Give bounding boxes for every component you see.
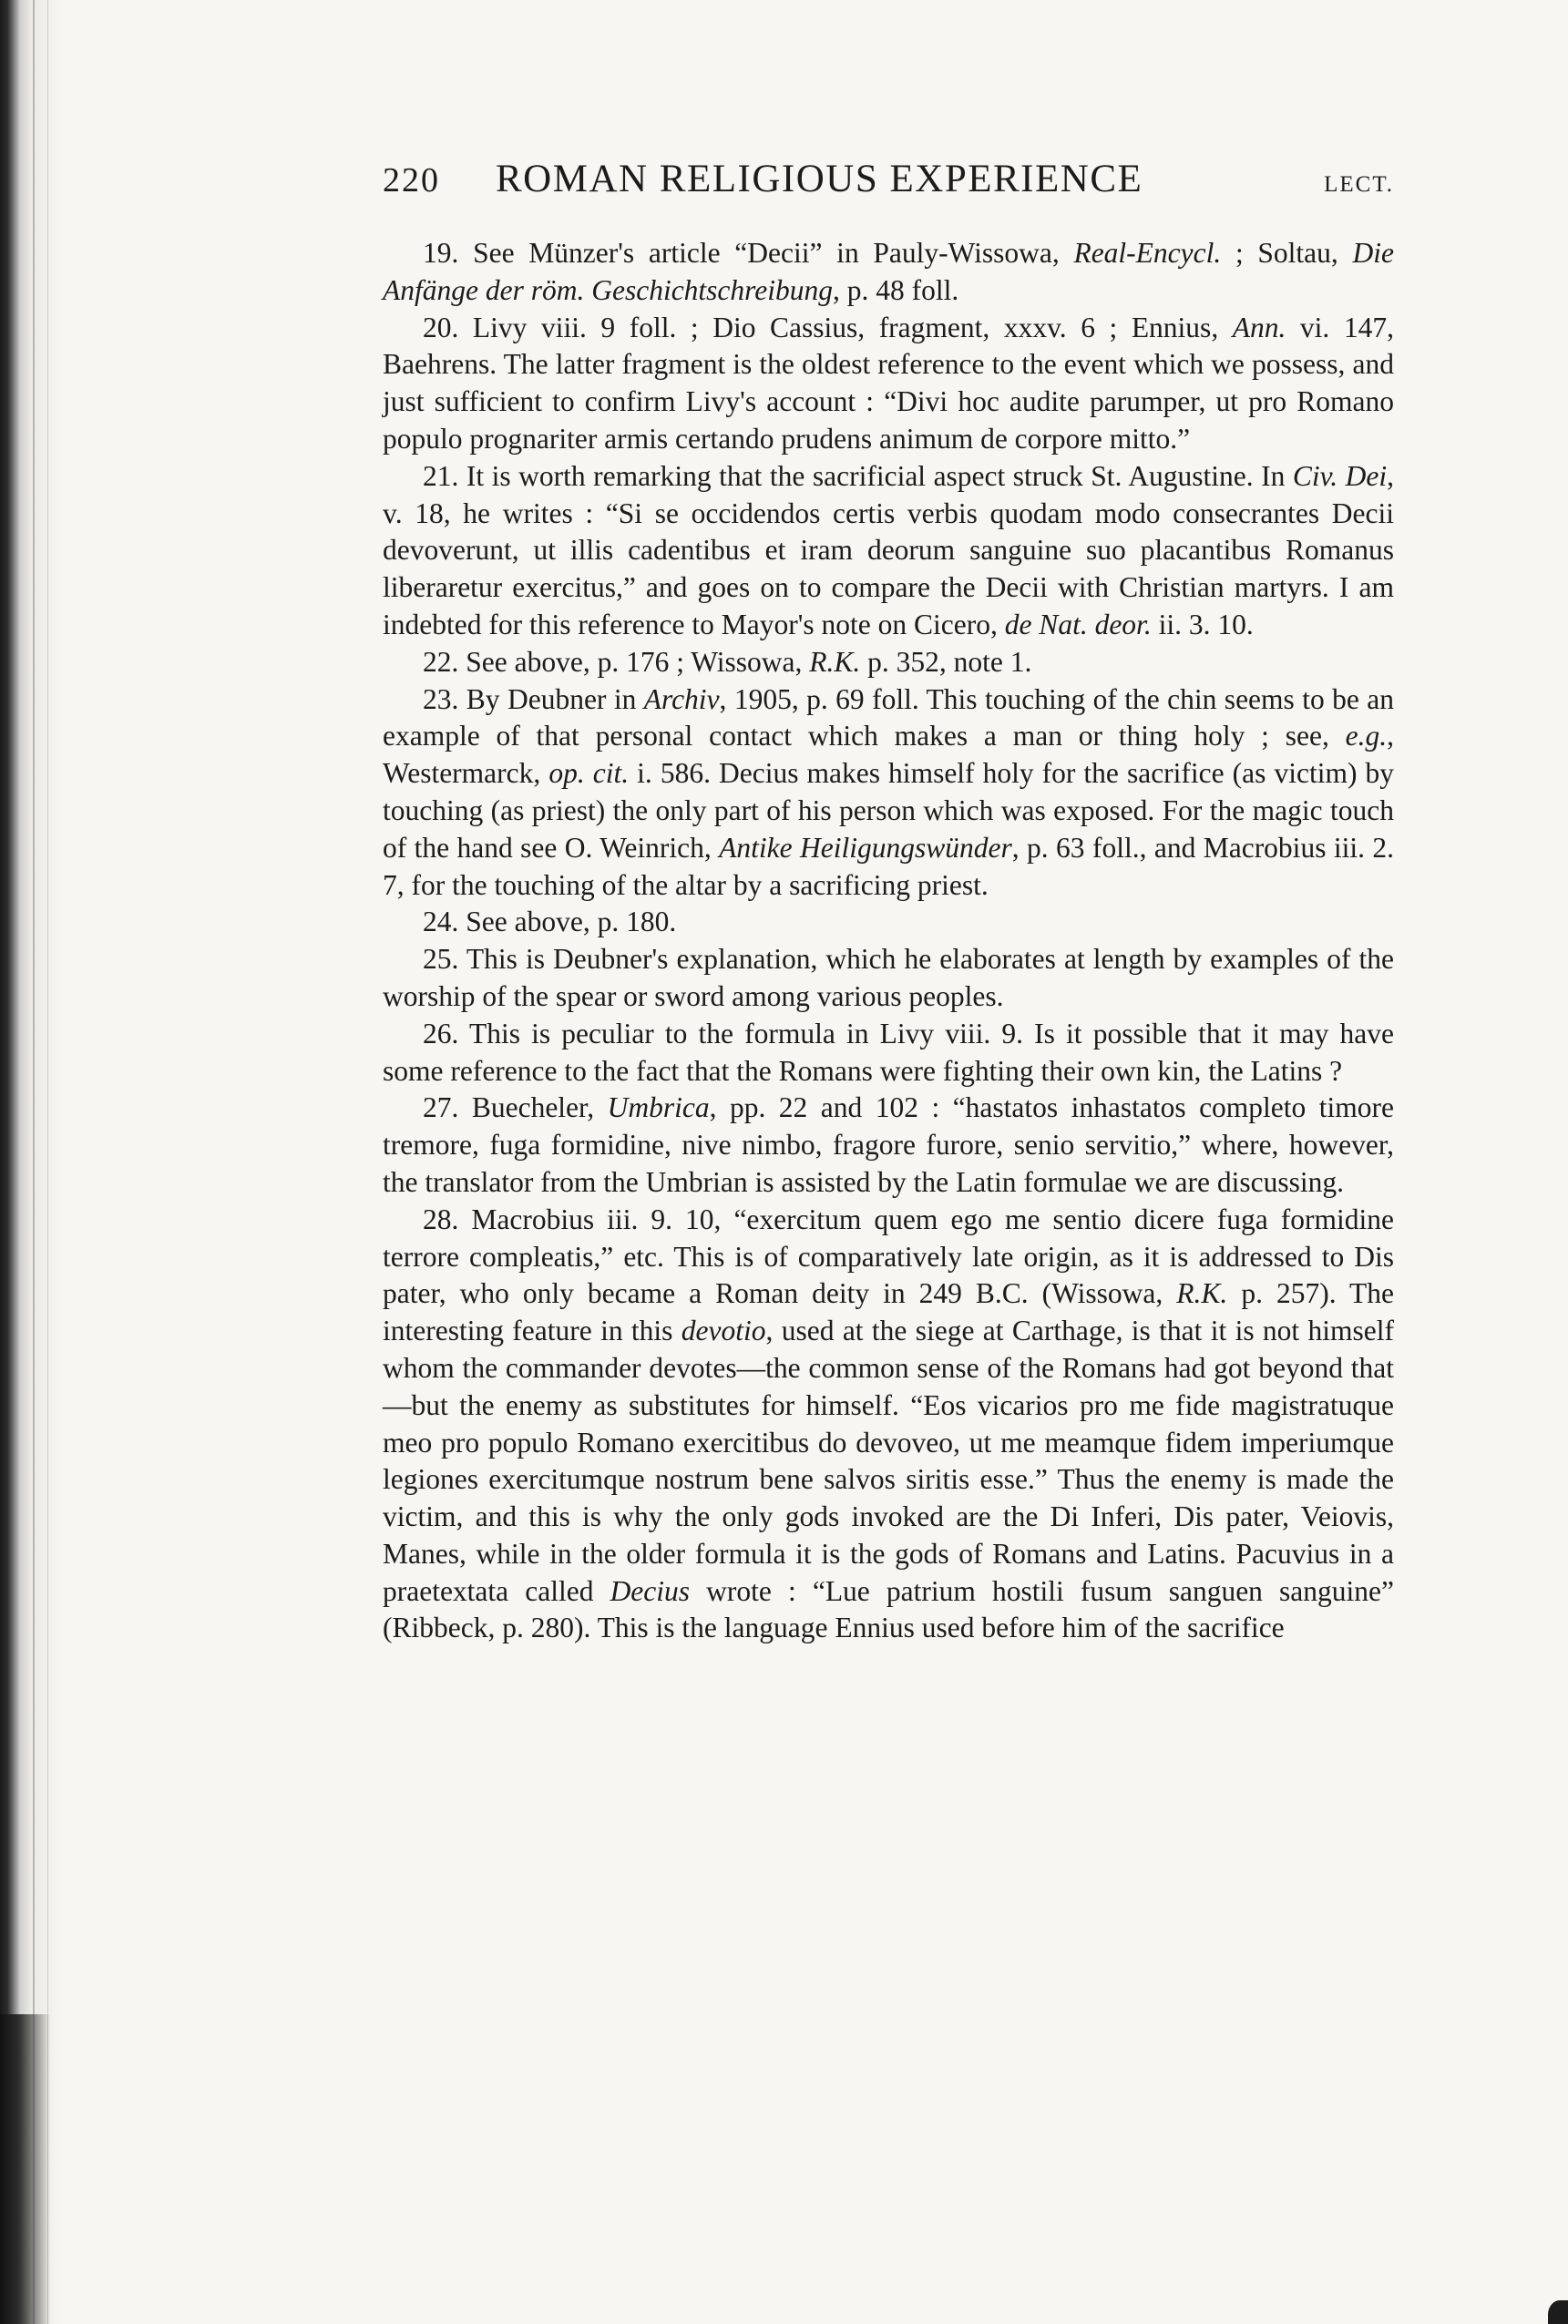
- endnote-text: i. 586. Decius makes himself holy for the sacrifice (as victim) by touching (as priest) the only part of his person which was exposed. For the magic touch of the hand see O. Weinrich,: [383, 757, 1394, 864]
- running-head: [383, 157, 1394, 222]
- page-number: 220: [383, 161, 440, 200]
- endnote-text: , p. 63 foll., and Macrobius iii. 2. 7, for the touching of the altar by a sacrificing priest.: [383, 831, 1394, 901]
- endnote-text: vi. 147, Baehrens. The latter fragment is the oldest reference to the event which we possess, and just sufficient to confirm Livy's account : “Divi hoc audite parumper, ut pro Romano populo prognariter armis certando prudens animum de corpore mitto.”: [383, 311, 1394, 455]
- endnote-text: 19. See Münzer's article “Decii” in Pauly-Wissowa,: [423, 237, 1074, 269]
- endnote-text: 23. By Deubner in: [423, 682, 644, 715]
- endnote-italic-text: Antike Heiligungswünder: [719, 831, 1012, 864]
- endnote-text: 21. It is worth remarking that the sacrificial aspect struck St. Augustine. In: [423, 459, 1293, 492]
- endnote-text: wrote : “Lue patrium hostili fusum sanguen sanguine” (Ribbeck, p. 280). This is the language Ennius used before him of the sacrifice: [383, 1574, 1394, 1644]
- endnote: [383, 310, 1394, 458]
- endnote-italic-text: Real-Encycl.: [1073, 237, 1222, 269]
- endnote-text: 20. Livy viii. 9 foll. ; Dio Cassius, fragment, xxxv. 6 ; Ennius,: [423, 311, 1233, 343]
- endnote-italic-text: Die Anfänge der röm. Geschichtschreibung: [383, 237, 1394, 306]
- endnote: [383, 235, 1394, 310]
- endnote-text: 27. Buecheler,: [423, 1091, 608, 1124]
- gutter-fold-line: [33, 0, 35, 2324]
- endnote-italic-text: Ann.: [1232, 311, 1286, 343]
- endnote: [383, 904, 1394, 941]
- endnote-italic-text: R.K.: [1176, 1277, 1228, 1310]
- endnote-italic-text: R.K.: [809, 645, 861, 678]
- endnote-text: , 1905, p. 69 foll. This touching of the chin seems to be an example of that personal contact which makes a man or thing holy ; see,: [383, 682, 1394, 752]
- endnote-text: p. 352, note 1.: [860, 645, 1032, 678]
- corner-thumb-mark: [1548, 2300, 1568, 2324]
- gutter-fold-line: [47, 0, 48, 2324]
- endnote: [383, 1202, 1394, 1648]
- endnote-text: , used at the siege at Carthage, is that it is not himself whom the commander devotes—the common sense of the Romans had got beyond that—but the enemy as substitutes for himself. “Eos vicarios pro me fide magistratuque meo pro populo Romano exercitibus do devoveo, ut me meamque fidem imperiumque legiones exercitumque nostrum bene salvos siritis esse.” Thus the enemy is made the victim, and this is why the only gods invoked are the Di Inferi, Dis pater, Veiovis, Manes, while in the older formula it is the gods of Romans and Latins. Pacuvius in a praetextata called: [383, 1315, 1395, 1607]
- running-title: ROMAN RELIGIOUS EXPERIENCE: [496, 158, 1143, 200]
- endnote-text: 28. Macrobius iii. 9. 10, “exercitum quem ego me sentio dicere fuga formidine terrore compleatis,” etc. This is of comparatively late origin, as it is addressed to Dis pater, who only became a Roman deity in 249 B.C. (Wissowa,: [383, 1203, 1394, 1310]
- endnote-italic-text: Archiv: [643, 682, 720, 715]
- endnote-italic-text: Umbrica: [607, 1091, 710, 1124]
- endnote-italic-text: de Nat. deor.: [1004, 608, 1152, 640]
- endnote: [383, 681, 1394, 905]
- endnote-text: ii. 3. 10.: [1151, 608, 1254, 640]
- endnote-text: 25. This is Deubner's explanation, which he elaborates at length by examples of the worship of the spear or sword among various peoples.: [383, 943, 1394, 1012]
- endnote-text: , pp. 22 and 102 : “hastatos inhastatos completo timore tremore, fuga formidine, nive nimbo, fragore furore, senio servitio,” where, however, the translator from the Umbrian is assisted by the Latin formulae we are discussing.: [383, 1091, 1394, 1198]
- endnote-text: , p. 48 foll.: [833, 273, 959, 306]
- endnote: [383, 1016, 1394, 1090]
- endnote: [383, 644, 1394, 681]
- endnotes: [383, 235, 1394, 1647]
- endnote: [383, 1090, 1394, 1201]
- endnote-italic-text: op. cit.: [548, 757, 630, 790]
- endnote-text: , v. 18, he writes : “Si se occidendos certis verbis quodam modo consecrantes Decii devoverunt, ut illis cadentibus et iram deorum sanguine suo placantibus Romanus liberaretur exercitus,” and goes on to compare the Decii with Christian martyrs. I am indebted for this reference to Mayor's note on Cicero,: [383, 459, 1394, 640]
- gutter-bottom-shadow: [0, 2014, 51, 2324]
- endnote-italic-text: Decius: [610, 1574, 691, 1607]
- endnote: [383, 458, 1394, 644]
- endnote-text: 26. This is peculiar to the formula in Livy viii. 9. Is it possible that it may have some reference to the fact that the Romans were fighting their own kin, the Latins ?: [383, 1017, 1394, 1087]
- endnote-text: p. 257). The interesting feature in this: [383, 1277, 1394, 1347]
- section-label: LECT.: [1324, 172, 1394, 197]
- endnote: [383, 941, 1394, 1016]
- endnote-text: 24. See above, p. 180.: [423, 906, 677, 938]
- endnote-text: , Westermarck,: [383, 720, 1394, 790]
- endnote-text: 22. See above, p. 176 ; Wissowa,: [423, 645, 810, 678]
- book-gutter-shadow: [0, 0, 64, 2324]
- book-page: [383, 157, 1394, 1647]
- endnote-italic-text: e.g.: [1345, 720, 1388, 752]
- endnote-italic-text: devotio: [681, 1315, 766, 1347]
- endnote-italic-text: Civ. Dei: [1292, 459, 1388, 492]
- endnote-text: ; Soltau,: [1221, 237, 1353, 269]
